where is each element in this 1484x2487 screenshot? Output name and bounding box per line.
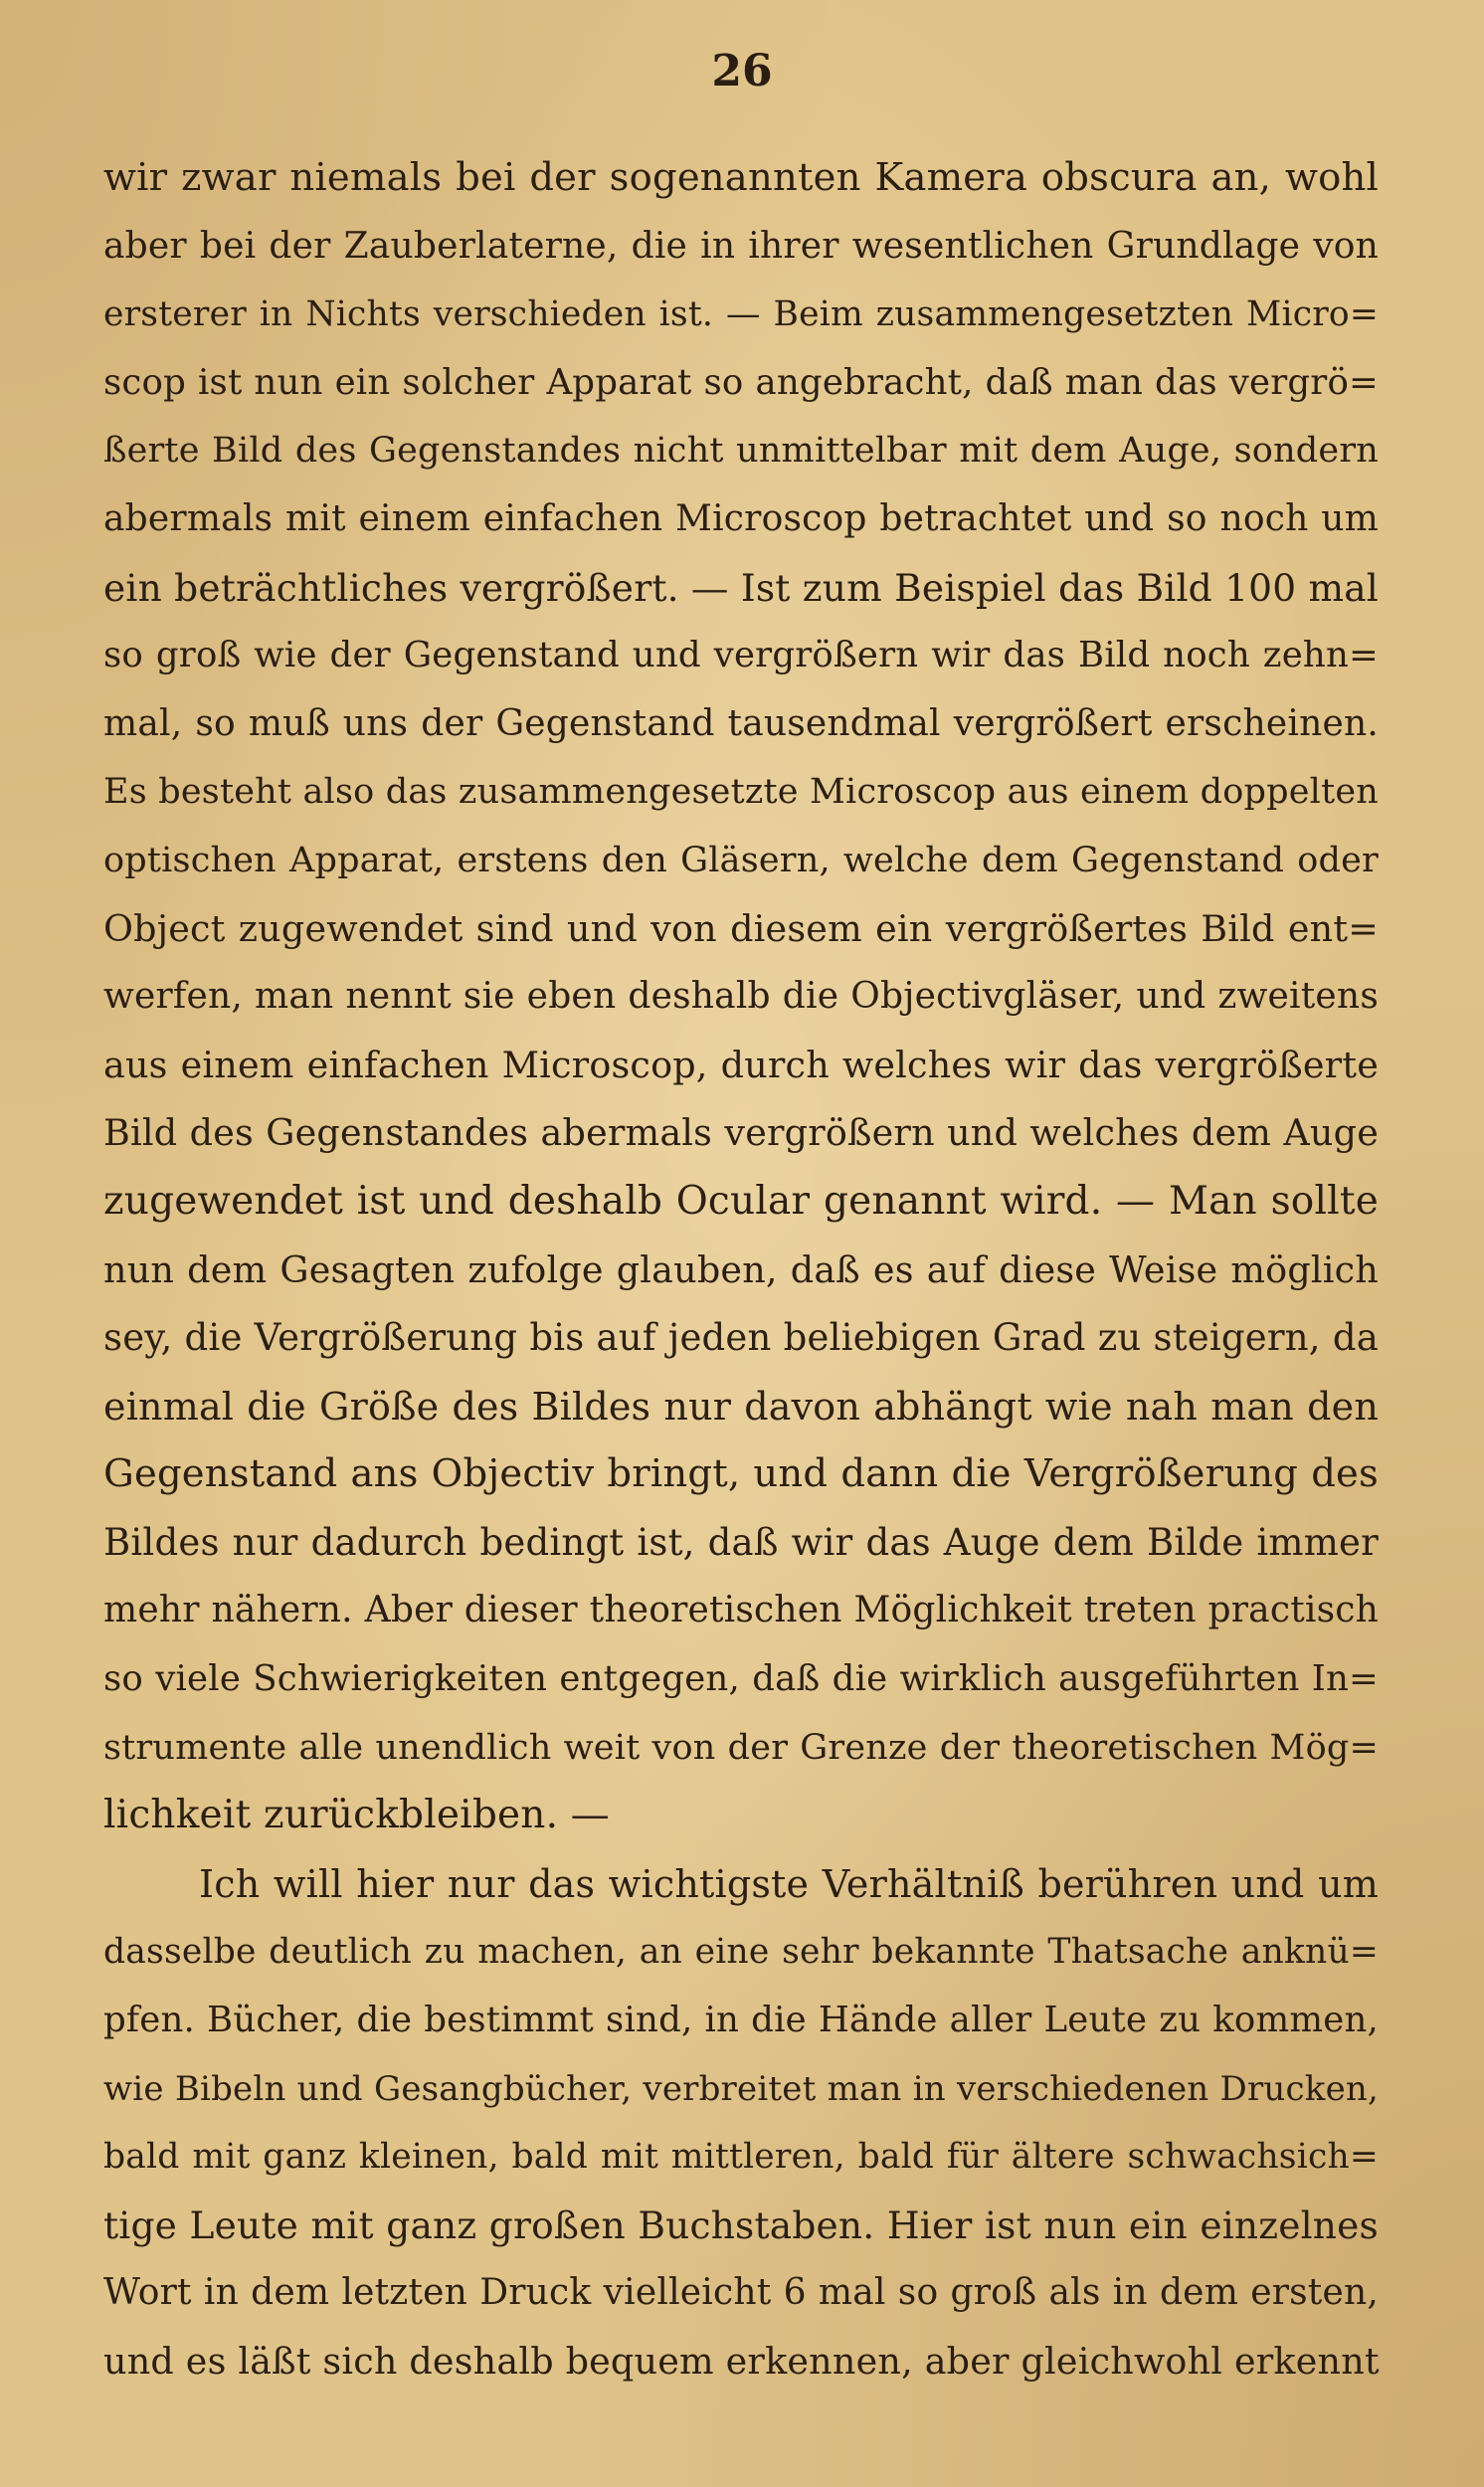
text-line: optischen Apparat, erstens den Gläsern, welche dem Gegenstand oder (103, 840, 1379, 880)
text-line: Es besteht also das zusammengesetzte Microscop aus einem doppelten (103, 772, 1379, 813)
text-line: so viele Schwierigkeiten entgegen, daß die wirklich ausgeführten In= (103, 1658, 1379, 1700)
text-line: Object zugewendet sind und von diesem ein vergrößertes Bild ent= (103, 906, 1379, 950)
text-line: Wort in dem letzten Druck vielleicht 6 mal so groß als in dem ersten, (103, 2272, 1379, 2314)
text-line: abermals mit einem einfachen Microscop betrachtet und so noch um (103, 497, 1379, 539)
text-line: tige Leute mit ganz großen Buchstaben. Hier ist nun ein einzelnes (103, 2202, 1379, 2247)
text-line: ein beträchtliches vergrößert. — Ist zum Beispiel das Bild 100 mal (103, 565, 1379, 610)
text-line: nun dem Gesagten zufolge glauben, daß es auf diese Weise möglich (103, 1247, 1379, 1291)
paragraph-1 (103, 144, 1379, 1850)
text-line: aber bei der Zauberlaterne, die in ihrer wesentlichen Grundlage von (103, 225, 1379, 267)
text-line: mal, so muß uns der Gegenstand tausendmal vergrößert erscheinen. (103, 702, 1379, 744)
text-line: mehr nähern. Aber dieser theoretischen Möglichkeit treten practisch (103, 1590, 1379, 1631)
text-line: ßerte Bild des Gegenstandes nicht unmittelbar mit dem Auge, sondern (103, 431, 1379, 472)
text-line: pfen. Bücher, die bestimmt sind, in die Hände aller Leute zu kommen, (103, 2000, 1379, 2041)
text-line: wie Bibeln und Gesangbücher, verbreitet man in verschiedenen Drucken, (103, 2068, 1379, 2109)
text-line: ersterer in Nichts verschieden ist. — Beim zusammengesetzten Micro= (103, 294, 1379, 335)
text-line: werfen, man nennt sie eben deshalb die Objectivgläser, und zweitens (103, 976, 1379, 1018)
text-line: und es läßt sich deshalb bequem erkennen, aber gleichwohl erkennt (103, 2340, 1380, 2383)
text-line: einmal die Größe des Bildes nur davon abhängt wie nah man den (103, 1384, 1379, 1429)
text-line: scop ist nun ein solcher Apparat so angebracht, daß man das vergrö= (103, 361, 1379, 403)
page-number: 26 (711, 46, 773, 96)
text-line: bald mit ganz kleinen, bald mit mittleren, bald für ältere schwachsich= (103, 2137, 1379, 2178)
text-line: sey, die Vergrößerung bis auf jeden beliebigen Grad zu steigern, da (103, 1316, 1379, 1360)
text-line: aus einem einfachen Microscop, durch welches wir das vergrößerte (103, 1043, 1379, 1086)
text-line: strumente alle unendlich weit von der Grenze der theoretischen Mög= (103, 1727, 1379, 1768)
text-line: dasselbe deutlich zu machen, an eine sehr bekannte Thatsache anknü= (103, 1932, 1379, 1973)
text-line: wir zwar niemals bei der sogenannten Kamera obscura an, wohl (103, 155, 1379, 200)
paragraph-2 (103, 1850, 1379, 2396)
text-line: zugewendet ist und deshalb Ocular genannt wird. — Man sollte (103, 1178, 1379, 1224)
text-line: lichkeit zurückbleiben. — (103, 1793, 611, 1838)
text-line: Gegenstand ans Objectiv bringt, und dann die Vergrößerung des (103, 1451, 1379, 1497)
text-line: Bildes nur dadurch bedingt ist, daß wir das Auge dem Bilde immer (103, 1520, 1379, 1564)
text-line: so groß wie der Gegenstand und vergrößern wir das Bild noch zehn= (103, 635, 1379, 676)
text-line: Bild des Gegenstandes abermals vergrößern und welches dem Auge (103, 1111, 1379, 1155)
text-line: Ich will hier nur das wichtigste Verhältniß berühren und um (199, 1861, 1379, 1906)
body-text (103, 144, 1379, 2396)
